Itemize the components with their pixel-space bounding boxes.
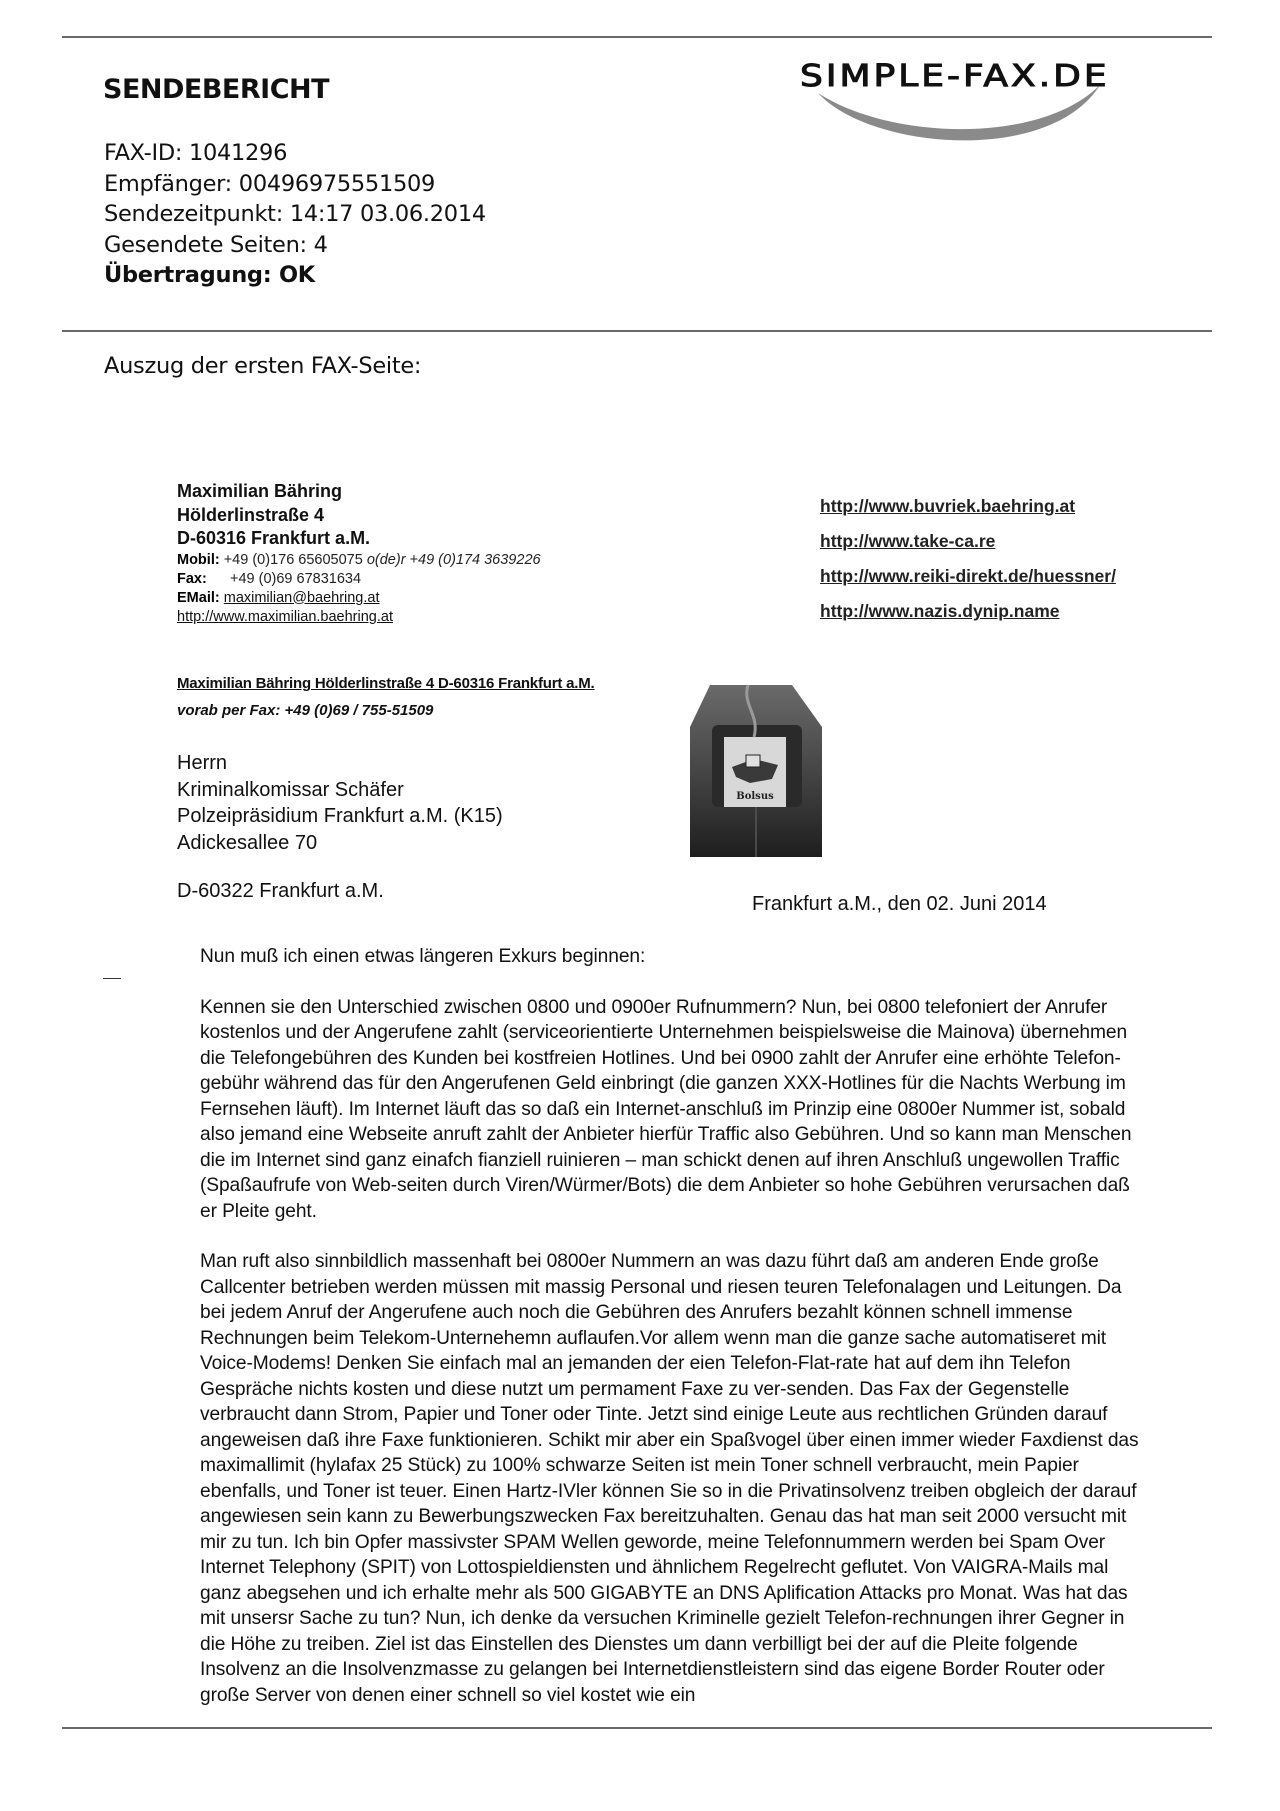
fax-id: FAX-ID: 1041296 <box>104 140 288 166</box>
recipient-salutation: Herrn <box>177 752 228 774</box>
teabag-icon <box>680 675 830 865</box>
fax-value: +49 (0)69 67831634 <box>230 570 362 587</box>
mobile-alt: o(de)r +49 (0)174 3639226 <box>366 551 541 568</box>
sender-mobile <box>177 551 541 570</box>
letter-body <box>200 944 1140 1727</box>
email-label: EMail: <box>177 589 220 606</box>
recipient-street: Adickesallee 70 <box>177 831 318 854</box>
fax-ahead-line: vorab per Fax: +49 (0)69 / 755-51509 <box>177 702 434 719</box>
sender-email <box>177 589 541 608</box>
fax-label: Fax: <box>177 570 207 587</box>
sender-website <box>177 608 541 627</box>
body-paragraph-1: Kennen sie den Unterschied zwischen 0800 und 0900er Rufnummern? Nun, bei 0800 telefoniert der Anrufer kostenlos und der Angerufene zahlt (serviceorientierte Unternehmen beispielsweise die Mainova) übernehmen die Telefongebühren des Kunden bei kostfreien Hotlines. Und bei 0900 zahlt der Anrufer eine erhöhte Telefon-gebühr während das für den Angerufenen Geld einbringt (die ganzen XXX-Hotlines für die Nachts Werbung im Fernsehen läuft). Im Internet läuft das so daß ein Internet-anschluß im Prinzip eine 0800er Nummer ist, sobald also jemand eine Webseite anruft zahlt der Anbieter hierfür Traffic also Gebühren. Und so kann man Menschen die im Internet sind ganz einafch fianziell ruinieren – man schickt denen auf ihren Anschluß ungewollen Traffic (Spaßaufrufe von Web-seiten durch Viren/Würmer/Bots) die dem Anbieter so hohe Gebühren verursachen daß er Pleite geht. <box>200 996 1132 1222</box>
recipient-number: Empfänger: 00496975551509 <box>104 170 436 197</box>
sender-city: D-60316 Frankfurt a.M. <box>177 528 371 548</box>
link-take-care[interactable]: http://www.take-ca.re <box>820 531 996 551</box>
link-reiki-direkt[interactable]: http://www.reiki-direkt.de/huessner/ <box>820 566 1116 586</box>
fold-mark <box>103 978 121 979</box>
teabag-image <box>680 675 830 865</box>
mobile-value: +49 (0)176 65605075 <box>223 551 363 568</box>
date-line: Frankfurt a.M., den 02. Juni 2014 <box>752 893 1047 915</box>
links-list <box>820 489 1116 629</box>
send-time: Sendezeitpunkt: 14:17 03.06.2014 <box>104 201 486 227</box>
email-link[interactable]: maximilian@baehring.at <box>223 589 380 606</box>
report-title: SENDEBERICHT <box>103 74 330 105</box>
sender-street: Hölderlinstraße 4 <box>177 504 325 525</box>
recipient-block <box>177 750 503 856</box>
recipient-city: D-60322 Frankfurt a.M. <box>177 880 384 902</box>
body-paragraph-2: Man ruft also sinnbildlich massenhaft bei 0800er Nummern an was dazu führt daß am anderen Ende große Callcenter betrieben werden müssen mit massig Personal und riesen teuren Telefonalagen und Leitungen. Da bei jedem Anruf der Angerufene auch noch die Gebühren des Anrufers bezahlt können schnell immense Rechnungen beim Telekom-Unternehemn auflaufen.Vor allem wenn man die ganze sache automatiseret mit Voice-Modems! Denken Sie einfach mal an jemanden der eien Telefon-Flat-rate hat auf dem ihn Telefon Gespräche nichts kosten und diese nutzt um permament Faxe zu ver-senden. Das Fax der Gegenstelle verbraucht dann Strom, Papier und Toner oder Tinte. Jetzt sind einige Leute aus rechtlichen Gründen darauf angeweisen daß ihre Faxe funktionieren. Schikt mir aber ein Spaßvogel über einen immer wieder Faxdienst das maximallimit (hylafax 25 Stück) zu 100% schwarze Seiten ist mein Toner schnell verbraucht, mein Papier ebenfalls, und Toner ist teuer. Einen Hartz-IVler können Sie so in die Privatinsolvenz treiben obgleich der darauf angewiesen sein kann zu Bewerbungszwecken Fax bereitzuhalten. Genau das hat man seit 2000 versucht mit mir zu tun. Ich bin Opfer massivster SPAM Wellen geworde, meine Telefonnummern werden bei Spam Over Internet Telephony (SPIT) von Lottospieldiensten und ähnlichem Regelrecht geflutet. Von VAIGRA-Mails mal ganz abegsehen und ich erhalte mehr als 500 GIGABYTE an DNS Aplification Attacks pro Monat. Was hat das mit unsersr Sache zu tun? Nun, ich denke da versuchen Kriminelle gezielt Telefon-rechnungen ihrer Gegner in die Höhe zu treiben. Ziel ist das Einstellen des Dienstes um dann verbilligt bei der auf die Pleite folgende Insolvenz an die Insolvenzmasse zu gelangen bei Internetdienstleistern sind das eigene Border Router oder große Server von denen einer schnell so viel kostet wie ein <box>200 1251 1139 1706</box>
mobile-label: Mobil: <box>177 551 220 568</box>
return-address-line: Maximilian Bähring Hölderlinstraße 4 D-60316 Frankfurt a.M. <box>177 675 595 692</box>
logo-text: SIMPLE-FAX.DE <box>800 59 1110 94</box>
recipient-organisation: Polzeipräsidium Frankfurt a.M. (K15) <box>177 805 503 827</box>
recipient-name: Kriminalkomissar Schäfer <box>177 778 404 801</box>
excerpt-label: Auszug der ersten FAX-Seite: <box>104 353 422 379</box>
sender-block <box>177 480 541 627</box>
pages-sent: Gesendete Seiten: 4 <box>104 231 328 258</box>
website-link[interactable]: http://www.maximilian.baehring.at <box>177 608 393 625</box>
transmission-status: Übertragung: OK <box>104 262 315 288</box>
link-buvriek[interactable]: http://www.buvriek.baehring.at <box>820 496 1076 516</box>
bottom-rule <box>62 1727 1212 1729</box>
sender-fax <box>177 570 541 589</box>
body-intro: Nun muß ich einen etwas längeren Exkurs beginnen: <box>200 946 646 967</box>
svg-text:Bolsus: Bolsus <box>736 791 774 802</box>
link-nazis-dynip[interactable]: http://www.nazis.dynip.name <box>820 601 1060 621</box>
sender-name: Maximilian Bähring <box>177 481 343 501</box>
